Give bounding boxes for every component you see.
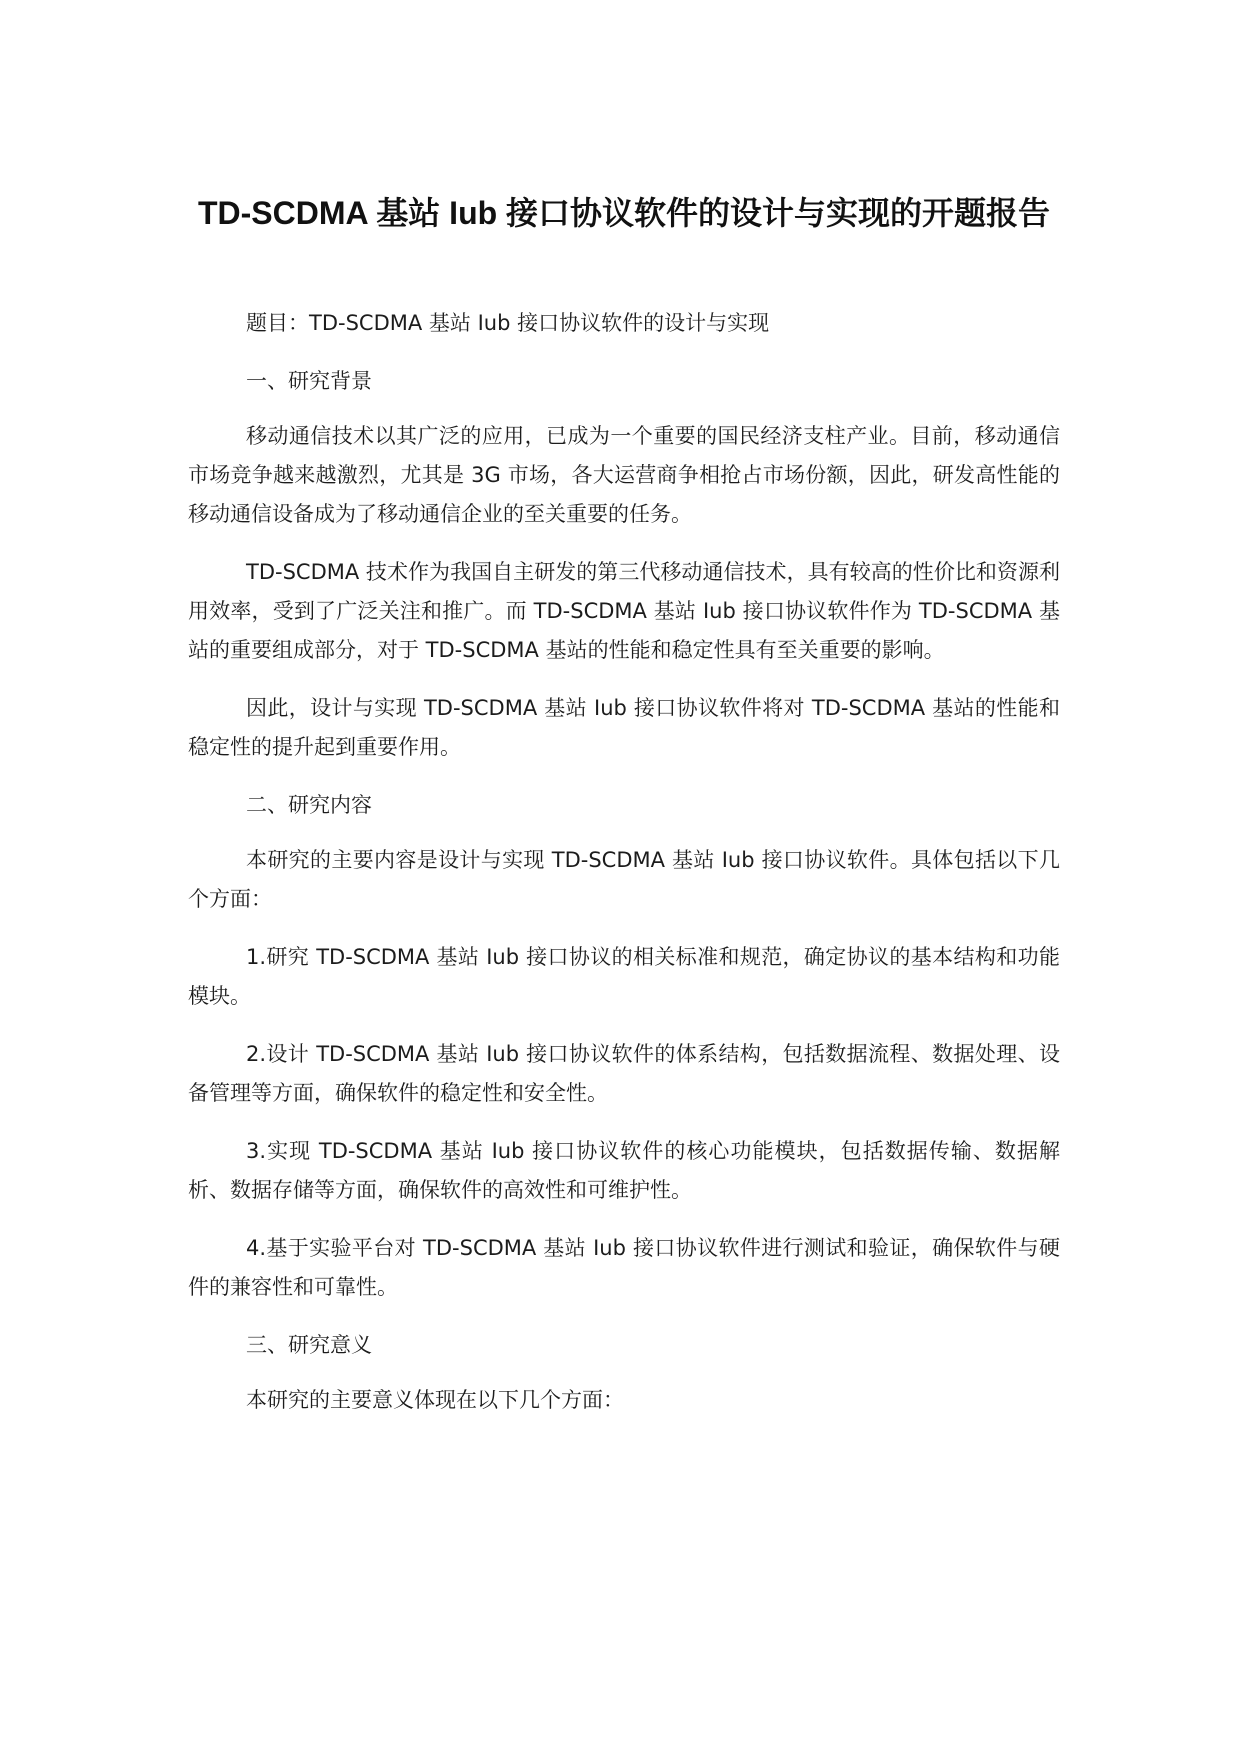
- paragraph-significance-intro: 本研究的主要意义体现在以下几个方面：: [246, 1388, 624, 1412]
- document-page: [188, 170, 1060, 1439]
- document-title: TD-SCDMA 基站 Iub 接口协议软件的设计与实现的开题报告: [197, 195, 1051, 231]
- document-body: [188, 304, 1060, 1420]
- paragraph-background-3: 因此，设计与实现 TD-SCDMA 基站 Iub 接口协议软件将对 TD-SCDMA 基站的性能和稳定性的提升起到重要作用。: [188, 696, 1060, 759]
- topic-line: 题目：TD-SCDMA 基站 Iub 接口协议软件的设计与实现: [246, 311, 770, 335]
- paragraph-background-2: TD-SCDMA 技术作为我国自主研发的第三代移动通信技术，具有较高的性价比和资源利用效率，受到了广泛关注和推广。而 TD-SCDMA 基站 Iub 接口协议软件作为 TD-SCDMA 基站的重要组成部分，对于 TD-SCDMA 基站的性能和稳定性具有至关重要的影响。: [188, 560, 1060, 662]
- list-item-1: 1.研究 TD-SCDMA 基站 Iub 接口协议的相关标准和规范，确定协议的基本结构和功能模块。: [188, 945, 1060, 1008]
- list-item-2: 2.设计 TD-SCDMA 基站 Iub 接口协议软件的体系结构，包括数据流程、数据处理、设备管理等方面，确保软件的稳定性和安全性。: [188, 1042, 1060, 1105]
- list-item-4: 4.基于实验平台对 TD-SCDMA 基站 Iub 接口协议软件进行测试和验证，确保软件与硬件的兼容性和可靠性。: [188, 1236, 1060, 1299]
- paragraph-background-1: 移动通信技术以其广泛的应用，已成为一个重要的国民经济支柱产业。目前，移动通信市场竞争越来越激烈，尤其是 3G 市场，各大运营商争相抢占市场份额，因此，研发高性能的移动通信设备成为了移动通信企业的至关重要的任务。: [188, 424, 1060, 526]
- section-heading-content: 二、研究内容: [246, 793, 372, 817]
- section-heading-significance: 三、研究意义: [246, 1333, 372, 1357]
- section-heading-background: 一、研究背景: [246, 369, 372, 393]
- paragraph-content-intro: 本研究的主要内容是设计与实现 TD-SCDMA 基站 Iub 接口协议软件。具体包括以下几个方面：: [188, 848, 1060, 911]
- list-item-3: 3.实现 TD-SCDMA 基站 Iub 接口协议软件的核心功能模块，包括数据传输、数据解析、数据存储等方面，确保软件的高效性和可维护性。: [188, 1139, 1060, 1202]
